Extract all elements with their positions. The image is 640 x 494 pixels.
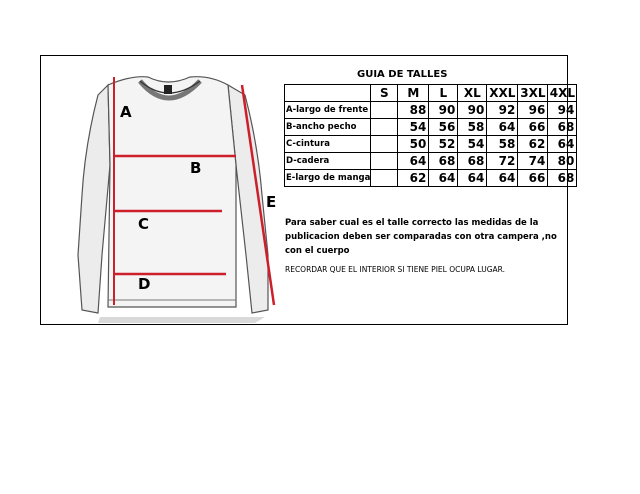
- table-cell: 66: [518, 119, 548, 136]
- table-cell: [371, 119, 398, 136]
- size-header: XXL: [487, 85, 518, 102]
- row-label: E-largo de manga: [285, 170, 371, 187]
- table-cell: 88: [398, 102, 429, 119]
- table-cell: 68: [429, 153, 458, 170]
- table-cell: 58: [487, 136, 518, 153]
- row-label: B-ancho pecho: [285, 119, 371, 136]
- size-header: M: [398, 85, 429, 102]
- row-label: C-cintura: [285, 136, 371, 153]
- garment-shadow: [98, 317, 265, 323]
- row-label: A-largo de frente: [285, 102, 371, 119]
- table-cell: 74: [518, 153, 548, 170]
- table-cell: 54: [398, 119, 429, 136]
- size-header: L: [429, 85, 458, 102]
- table-cell: 68: [548, 119, 577, 136]
- label-c: C: [138, 215, 150, 233]
- size-table: [284, 84, 577, 187]
- table-cell: 68: [458, 153, 487, 170]
- table-cell: 62: [518, 136, 548, 153]
- table-cell: 94: [548, 102, 577, 119]
- table-cell: 80: [548, 153, 577, 170]
- table-cell: 92: [487, 102, 518, 119]
- header-empty-cell: [285, 85, 371, 102]
- comparison-note: Para saber cual es el talle correcto las medidas de la publicacion deben ser comparadas con otra campera ,no con el cuerpo: [285, 218, 557, 256]
- table-row: [285, 119, 577, 136]
- collar-tag: [164, 85, 172, 94]
- left-sleeve: [78, 85, 110, 313]
- table-cell: 58: [458, 119, 487, 136]
- table-cell: 64: [487, 170, 518, 187]
- table-cell: 72: [487, 153, 518, 170]
- row-label: D-cadera: [285, 153, 371, 170]
- size-header-row: [285, 85, 577, 102]
- table-cell: 50: [398, 136, 429, 153]
- table-cell: 96: [518, 102, 548, 119]
- label-d: D: [138, 275, 151, 293]
- table-cell: 62: [398, 170, 429, 187]
- table-row: [285, 136, 577, 153]
- table-row: [285, 153, 577, 170]
- table-cell: 52: [429, 136, 458, 153]
- table-cell: 64: [487, 119, 518, 136]
- table-cell: 64: [398, 153, 429, 170]
- label-a: A: [120, 103, 132, 121]
- lining-reminder: RECORDAR QUE EL INTERIOR SI TIENE PIEL OCUPA LUGAR.: [285, 265, 505, 274]
- table-cell: 90: [458, 102, 487, 119]
- table-cell: [371, 170, 398, 187]
- garment-diagram: [40, 55, 285, 325]
- table-cell: 64: [458, 170, 487, 187]
- table-cell: 66: [518, 170, 548, 187]
- table-cell: 64: [548, 136, 577, 153]
- table-cell: [371, 102, 398, 119]
- label-b: B: [190, 159, 202, 177]
- label-e: E: [266, 193, 277, 211]
- table-cell: 68: [548, 170, 577, 187]
- table-cell: [371, 136, 398, 153]
- table-row: [285, 102, 577, 119]
- size-header: 3XL: [518, 85, 548, 102]
- table-row: [285, 170, 577, 187]
- table-cell: 64: [429, 170, 458, 187]
- size-header: S: [371, 85, 398, 102]
- table-cell: 54: [458, 136, 487, 153]
- size-guide-title: GUIA DE TALLES: [357, 69, 448, 80]
- table-cell: 56: [429, 119, 458, 136]
- size-header: 4XL: [549, 86, 575, 100]
- size-header: XL: [458, 85, 487, 102]
- table-cell: [371, 153, 398, 170]
- table-cell: 90: [429, 102, 458, 119]
